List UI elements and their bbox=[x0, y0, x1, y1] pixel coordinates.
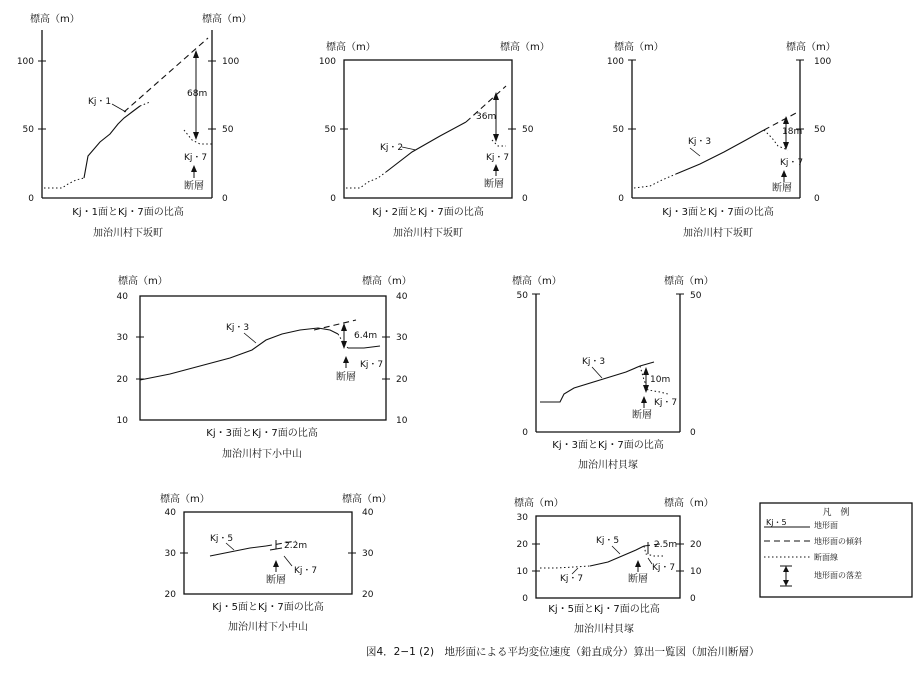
tick-label: 10 bbox=[396, 416, 408, 426]
fault-label: 断層 bbox=[266, 575, 286, 586]
tick-label: 20 bbox=[690, 540, 702, 550]
tick-label: 50 bbox=[522, 125, 534, 135]
panel-title: Kj・3面とKj・7面の比高 bbox=[662, 207, 774, 218]
panel-kj1-shimosaka bbox=[17, 12, 252, 239]
tick-label: 10 bbox=[690, 567, 702, 577]
fault-label: 断層 bbox=[772, 183, 792, 194]
tick-label: 10 bbox=[116, 416, 128, 426]
panel-location: 加治川村下坂町 bbox=[93, 228, 163, 239]
tick-label: 100 bbox=[16, 57, 34, 67]
upper-surface-label: Kj・7 bbox=[780, 158, 804, 168]
legend-item-label: 断面線 bbox=[814, 553, 838, 562]
y-axis-label-right: 標高（m） bbox=[664, 498, 714, 509]
offset-label: 2.5m bbox=[654, 540, 678, 550]
profile-line bbox=[492, 140, 506, 146]
offset-label: 2.2m bbox=[284, 541, 308, 551]
tick-label: 0 bbox=[522, 194, 528, 204]
plot-frame bbox=[344, 60, 512, 198]
y-axis-label-left: 標高（m） bbox=[514, 498, 564, 509]
y-axis-label-left: 標高（m） bbox=[30, 14, 80, 25]
tick-label: 30 bbox=[116, 333, 128, 343]
tick-label: 50 bbox=[814, 125, 826, 135]
tick-label: 50 bbox=[516, 291, 528, 301]
tick-label: 50 bbox=[690, 291, 702, 301]
terrain-surface bbox=[140, 328, 338, 380]
upper-surface-label: Kj・7 bbox=[360, 360, 384, 370]
tick-label: 40 bbox=[164, 508, 176, 518]
leader-line bbox=[284, 556, 292, 566]
tick-label: 0 bbox=[330, 194, 336, 204]
legend-item-label: 地形面の傾斜 bbox=[814, 537, 862, 546]
y-axis-label-right: 標高（m） bbox=[500, 42, 550, 53]
tick-label: 0 bbox=[522, 594, 528, 604]
y-axis-label-left: 標高（m） bbox=[326, 42, 376, 53]
y-axis-label-left: 標高（m） bbox=[160, 494, 210, 505]
terrain-surface bbox=[540, 362, 654, 402]
fault-label: 断層 bbox=[184, 181, 204, 192]
panel-location: 加治川村下小中山 bbox=[222, 449, 302, 460]
leader-line bbox=[226, 543, 234, 550]
upper-surface-label: Kj・7 bbox=[486, 153, 510, 163]
surface-label: Kj・5 bbox=[596, 536, 620, 546]
fault-lower-surface bbox=[348, 346, 380, 348]
legend-title: 凡 例 bbox=[822, 508, 850, 518]
tick-label: 30 bbox=[516, 513, 528, 523]
tick-label: 100 bbox=[318, 57, 336, 67]
y-axis-label-left: 標高（m） bbox=[614, 42, 664, 53]
tick-label: 0 bbox=[690, 428, 696, 438]
surface-label: Kj・1 bbox=[88, 97, 112, 107]
tick-label: 0 bbox=[28, 194, 34, 204]
tick-label: 50 bbox=[324, 125, 336, 135]
y-axis-label-right: 標高（m） bbox=[664, 276, 714, 287]
offset-label: 18m bbox=[782, 127, 803, 137]
panel-kj5-shimokonakayama bbox=[160, 492, 392, 633]
panel-location: 加治川村貝塚 bbox=[574, 624, 634, 635]
profile-line bbox=[634, 174, 676, 188]
fault-label: 断層 bbox=[632, 410, 652, 421]
panel-kj3-shimokonakayama bbox=[117, 274, 412, 460]
offset-label: 10m bbox=[650, 375, 671, 385]
tick-label: 50 bbox=[222, 125, 234, 135]
y-axis-label-right: 標高（m） bbox=[786, 42, 836, 53]
surface-extension-dashed bbox=[124, 38, 208, 112]
y-axis-label-right: 標高（m） bbox=[342, 494, 392, 505]
legend bbox=[760, 503, 912, 597]
leader-line bbox=[690, 148, 700, 156]
tick-label: 40 bbox=[362, 508, 374, 518]
profile-line bbox=[540, 566, 590, 568]
tick-label: 30 bbox=[362, 549, 374, 559]
panel-kj3-kaizuka bbox=[512, 274, 714, 471]
leader-line bbox=[402, 147, 416, 150]
panel-title: Kj・2面とKj・7面の比高 bbox=[372, 207, 484, 218]
figure-caption: 図4．2−1 (2) 地形面による平均変位速度（鉛直成分）算出一覧図（加治川断層） bbox=[366, 646, 760, 658]
terrain-surface bbox=[590, 546, 644, 566]
upper-surface-label: Kj・7 bbox=[654, 398, 678, 408]
surface-label: Kj・3 bbox=[582, 357, 606, 367]
leader-line bbox=[592, 367, 602, 378]
tick-label: 0 bbox=[814, 194, 820, 204]
panel-title: Kj・3面とKj・7面の比高 bbox=[206, 428, 318, 439]
tick-label: 20 bbox=[516, 540, 528, 550]
panel-kj5-kaizuka bbox=[514, 496, 714, 635]
lower-surface-label: Kj・7 bbox=[560, 574, 584, 584]
panel-location: 加治川村下坂町 bbox=[393, 228, 463, 239]
legend-symbol-label: Kj・5 bbox=[766, 518, 787, 527]
profile-line bbox=[346, 172, 386, 188]
plot-frame bbox=[536, 516, 680, 598]
panel-kj2-shimosaka bbox=[319, 40, 550, 239]
panel-title: Kj・5面とKj・7面の比高 bbox=[212, 602, 324, 613]
y-axis-label-right: 標高（m） bbox=[362, 276, 412, 287]
plot-frame bbox=[140, 296, 386, 420]
leader-line bbox=[612, 546, 620, 554]
panel-title: Kj・1面とKj・7面の比高 bbox=[72, 207, 184, 218]
fault-label: 断層 bbox=[336, 372, 356, 383]
tick-label: 20 bbox=[116, 375, 128, 385]
surface-label: Kj・3 bbox=[226, 323, 250, 333]
tick-label: 10 bbox=[516, 567, 528, 577]
surface-label: Kj・3 bbox=[688, 137, 712, 147]
tick-label: 40 bbox=[116, 292, 128, 302]
leader-line bbox=[648, 558, 652, 564]
fault-label: 断層 bbox=[484, 179, 504, 190]
panel-location: 加治川村下小中山 bbox=[228, 622, 308, 633]
offset-label: 36m bbox=[476, 112, 497, 122]
tick-label: 40 bbox=[396, 292, 408, 302]
tick-label: 30 bbox=[396, 333, 408, 343]
tick-label: 20 bbox=[164, 590, 176, 600]
tick-label: 50 bbox=[612, 125, 624, 135]
tick-label: 0 bbox=[690, 594, 696, 604]
panel-title: Kj・3面とKj・7面の比高 bbox=[552, 440, 664, 451]
surface-label: Kj・5 bbox=[210, 534, 234, 544]
panel-kj3-shimosaka bbox=[607, 40, 836, 239]
upper-surface-label: Kj・7 bbox=[294, 566, 318, 576]
offset-label: 68m bbox=[187, 89, 208, 99]
upper-surface-label: Kj・7 bbox=[652, 563, 676, 573]
y-axis-label-left: 標高（m） bbox=[118, 276, 168, 287]
panel-location: 加治川村下坂町 bbox=[683, 228, 753, 239]
surface-label: Kj・2 bbox=[380, 143, 404, 153]
tick-label: 0 bbox=[222, 194, 228, 204]
terrain-surface bbox=[84, 106, 140, 178]
tick-label: 20 bbox=[362, 590, 374, 600]
tick-label: 100 bbox=[814, 57, 832, 67]
tick-label: 30 bbox=[164, 549, 176, 559]
legend-item-label: 地形面の落差 bbox=[814, 571, 862, 580]
profile-line bbox=[44, 178, 84, 188]
tick-label: 0 bbox=[522, 428, 528, 438]
offset-label: 6.4m bbox=[354, 331, 378, 341]
y-axis-label-left: 標高（m） bbox=[512, 276, 562, 287]
upper-surface-label: Kj・7 bbox=[184, 153, 208, 163]
tick-label: 100 bbox=[222, 57, 240, 67]
tick-label: 50 bbox=[22, 125, 34, 135]
panel-location: 加治川村貝塚 bbox=[578, 460, 638, 471]
leader-line bbox=[112, 104, 126, 112]
leader-line bbox=[244, 333, 256, 343]
tick-label: 0 bbox=[618, 194, 624, 204]
profile-line bbox=[140, 102, 150, 106]
tick-label: 20 bbox=[396, 375, 408, 385]
y-axis-label-right: 標高（m） bbox=[202, 14, 252, 25]
legend-item-label: 地形面 bbox=[814, 521, 838, 530]
tick-label: 100 bbox=[606, 57, 624, 67]
panel-title: Kj・5面とKj・7面の比高 bbox=[548, 604, 660, 615]
fault-label: 断層 bbox=[628, 574, 648, 585]
terrain-surface bbox=[210, 546, 266, 556]
